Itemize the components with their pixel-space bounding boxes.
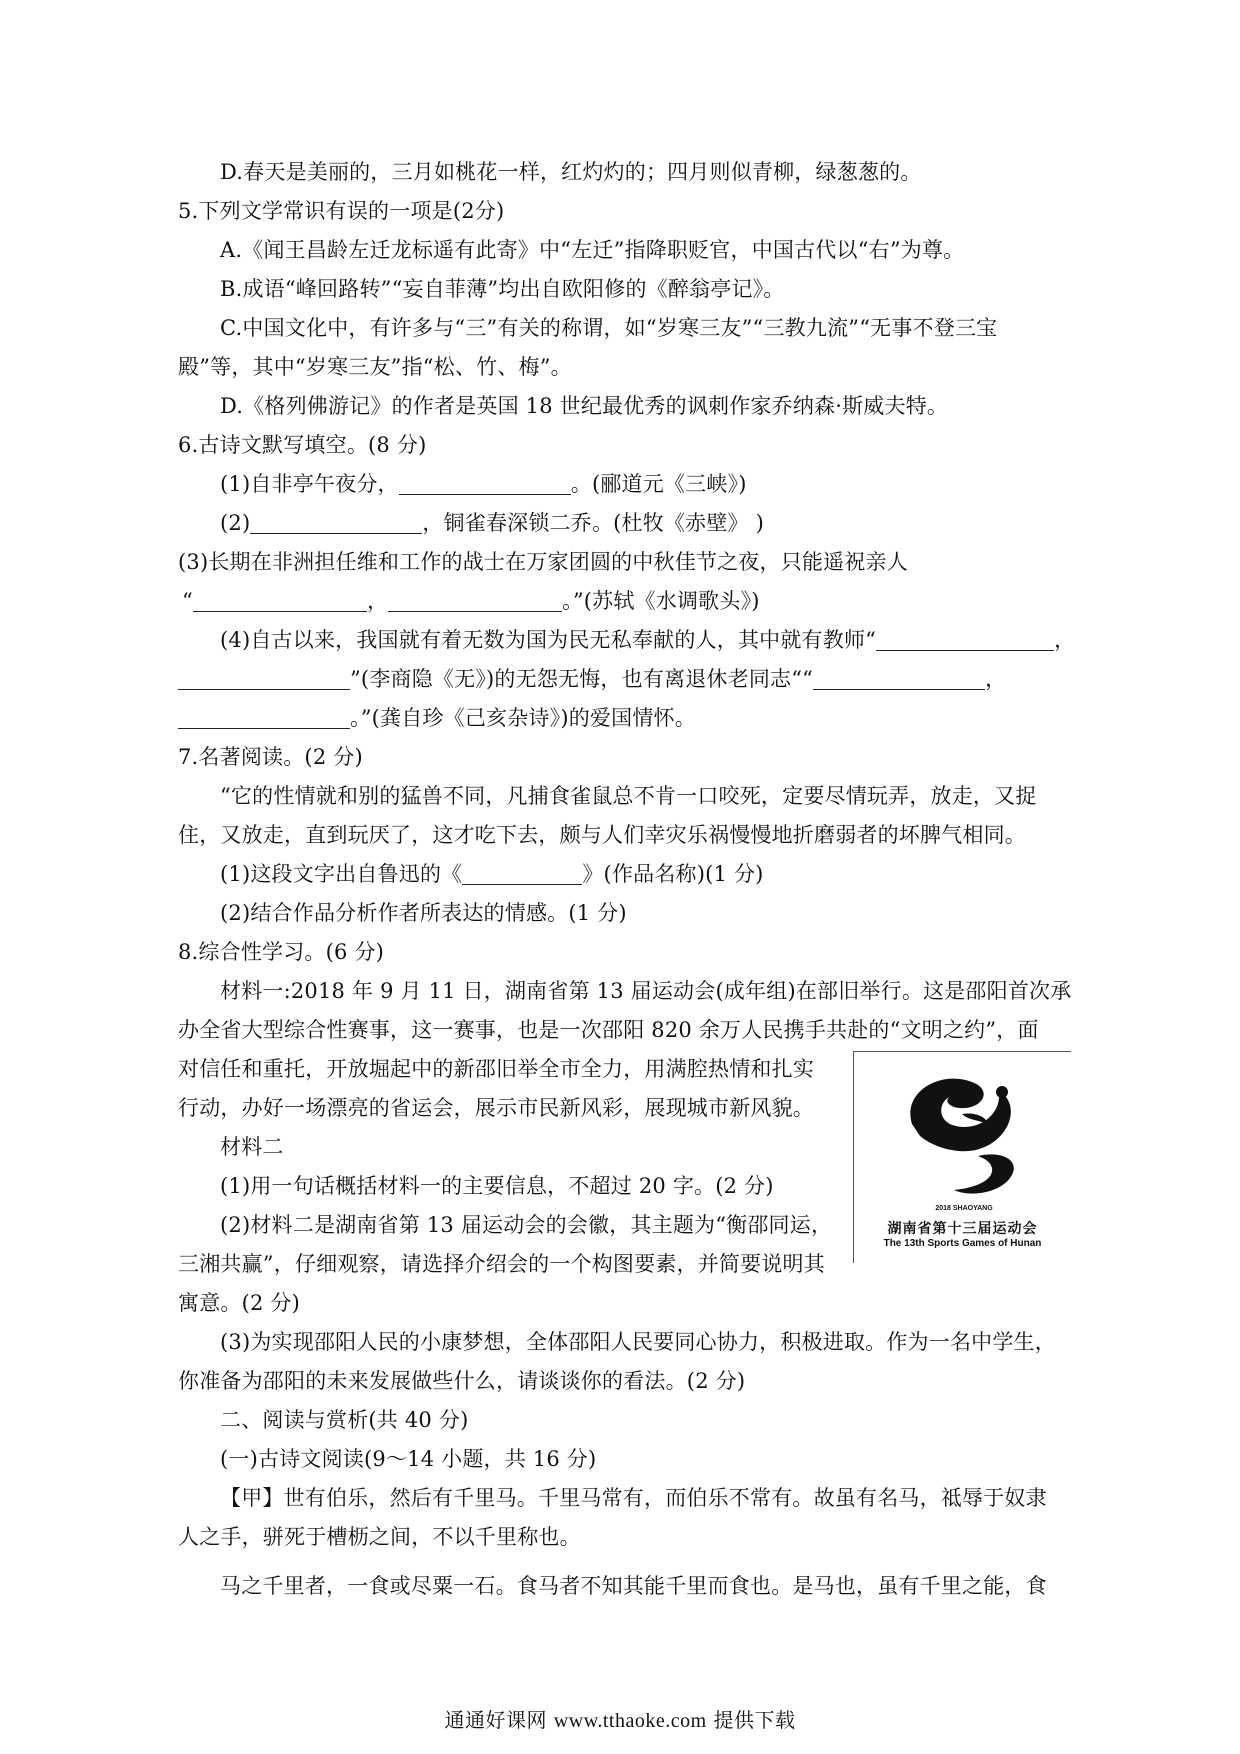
q8-part3-line2: 你准备为邵阳的未来发展做些什么，请谈谈你的看法。(2 分): [178, 1369, 746, 1393]
emblem-english-title: The 13th Sports Games of Hunan: [883, 1238, 1042, 1249]
q6-part4-line1: [220, 625, 1075, 655]
q6-part1-prefix: (1)自非亭午夜分，: [220, 472, 399, 496]
q5-option-a: A.《闻王昌龄左迁龙标遥有此寄》中“左迁”指降职贬官，中国古代以“右”为尊。: [220, 238, 965, 262]
q8-stem: 8.综合性学习。(6 分): [178, 940, 385, 964]
q7-part2: (2)结合作品分析作者所表达的情感。(1 分): [220, 901, 627, 925]
passage-jia-line1: 【甲】世有伯乐，然后有千里马。千里马常有，而伯乐不常有。故虽有名马，祗辱于奴隶: [220, 1486, 1047, 1510]
q5-option-d: D.《格列佛游记》的作者是英国 18 世纪最优秀的讽刺作家乔纳森·斯威夫特。: [220, 394, 949, 418]
q8-material1-line4: 行动，办好一场漂亮的省运会，展示市民新风彩，展现城市新风貌。: [178, 1096, 814, 1120]
passage-jia-line3: 马之千里者，一食或尽粟一石。食马者不知其能千里而食也。是马也，虽有千里之能，食: [220, 1574, 1047, 1598]
games-emblem-graphic: [854, 1052, 1071, 1212]
q6-part2-suffix: ，铜雀春深锁二乔。(杜牧《赤壁》 ): [422, 511, 765, 535]
q6-part3-blank-2[interactable]: [388, 589, 562, 612]
page-footer: [0, 1704, 1240, 1733]
q8-part3-line1: (3)为实现邵阳人民的小康梦想，全体邵阳人民要同心协力，积极进取。作为一名中学生，: [220, 1330, 1056, 1354]
open-quote: “: [182, 589, 193, 613]
comma: ，: [366, 589, 389, 613]
q6-part4-blank-3[interactable]: [813, 667, 985, 690]
q6-part4-suffix: 。”(龚自珍《己亥杂诗》)的爱国情怀。: [350, 706, 696, 730]
q5-stem: 5.下列文学常识有误的一项是(2分): [178, 199, 505, 223]
q4-option-d: D.春天是美丽的，三月如桃花一样，红灼灼的；四月则似青柳，绿葱葱的。: [220, 160, 922, 184]
q6-part4-blank-1[interactable]: [876, 628, 1054, 651]
q8-part2-line1: (2)材料二是湖南省第 13 届运动会的会徽，其主题为“衡邵同运，: [220, 1213, 833, 1237]
q8-part2-line3: 寓意。(2 分): [178, 1291, 301, 1315]
q6-part4-line3: [178, 703, 696, 733]
q5-option-c-line1: C.中国文化中，有许多与“三”有关的称谓，如“岁寒三友”“三教九流”“无事不登三宝: [220, 316, 998, 340]
q6-part1-suffix: 。(郦道元《三峡》): [570, 472, 747, 496]
q8-material1-line1: 材料一:2018 年 9 月 11 日，湖南省第 13 届运动会(成年组)在部旧举行。这是邵阳首次承: [220, 979, 1072, 1003]
q6-part1: [220, 469, 747, 499]
q6-part4-line2: [178, 664, 1006, 694]
q6-part1-blank[interactable]: [399, 472, 571, 495]
q7-part1: [220, 859, 764, 889]
games-emblem: [853, 1051, 1071, 1263]
q7-quote-line1: “它的性情就和别的猛兽不同，凡捕食雀鼠总不肯一口咬死，定要尽情玩弄，放走，又捉: [220, 784, 1037, 808]
q7-quote-line2: 住，又放走，直到玩厌了，这才吃下去，颇与人们幸灾乐祸慢慢地折磨弱者的坏脾气相同。: [178, 823, 1026, 847]
q6-part4-blank-2[interactable]: [178, 667, 350, 690]
q6-part2: [220, 508, 764, 538]
section2-title: 二、阅读与赏析(共 40 分): [220, 1408, 469, 1432]
footer-site: 通通好课网: [444, 1708, 547, 1732]
q6-part3-line2: [182, 586, 760, 616]
q6-part3-blank-1[interactable]: [193, 589, 367, 612]
comma: ，: [985, 667, 1007, 691]
q8-part1: (1)用一句话概括材料一的主要信息，不超过 20 字。(2 分): [220, 1174, 774, 1198]
emblem-top-text: 2018 SHAOYANG: [935, 1205, 993, 1212]
q7-part1-blank[interactable]: [462, 862, 582, 885]
q6-stem: 6.古诗文默写填空。(8 分): [178, 433, 427, 457]
q6-part2-blank[interactable]: [250, 511, 422, 534]
q5-option-c-line2: 殿”等，其中“岁寒三友”指“松、竹、梅”。: [178, 355, 572, 379]
emblem-chinese-title: 湖南省第十三届运动会: [887, 1221, 1038, 1237]
q5-option-b: B.成语“峰回路转”“妄自菲薄”均出自欧阳修的《醉翁亭记》。: [220, 277, 785, 301]
q6-part2-prefix: (2): [220, 511, 251, 535]
q7-part1-prefix: (1)这段文字出自鲁迅的《: [220, 862, 463, 886]
footer-url[interactable]: www.tthaoke.com: [553, 1710, 707, 1732]
q6-part3-line1: (3)长期在非洲担任维和工作的战士在万家团圆的中秋佳节之夜，只能遥祝亲人: [178, 550, 908, 574]
q8-material2-label: 材料二: [220, 1135, 284, 1159]
q8-part2-line2: 三湘共赢”，仔细观察，请选择介绍会的一个构图要素，并简要说明其: [178, 1252, 825, 1276]
q7-part1-suffix: 》(作品名称)(1 分): [582, 862, 764, 886]
comma: ，: [1054, 628, 1076, 652]
q7-stem: 7.名著阅读。(2 分): [178, 745, 363, 769]
q6-part4-middle: ”(李商隐《无》)的无怨无悔，也有离退休老同志““: [350, 667, 814, 691]
footer-note: 提供下载: [713, 1708, 796, 1732]
q6-part3-suffix: 。”(苏轼《水调歌头》): [562, 589, 760, 613]
q8-material1-line2: 办全省大型综合性赛事，这一赛事，也是一次邵阳 820 余万人民携手共赴的“文明之约”，面: [178, 1018, 1039, 1042]
passage-jia-line2: 人之手，骈死于槽枥之间，不以千里称也。: [178, 1525, 581, 1549]
q8-material1-line3: 对信任和重托，开放堀起中的新邵旧举全市全力，用满腔热情和扎实: [178, 1057, 814, 1081]
q6-part4-prefix: (4)自古以来，我国就有着无数为国为民无私奉献的人，其中就有教师“: [220, 628, 877, 652]
q6-part4-blank-4[interactable]: [178, 706, 350, 729]
section2-subtitle: (一)古诗文阅读(9～14 小题，共 16 分): [220, 1447, 597, 1471]
